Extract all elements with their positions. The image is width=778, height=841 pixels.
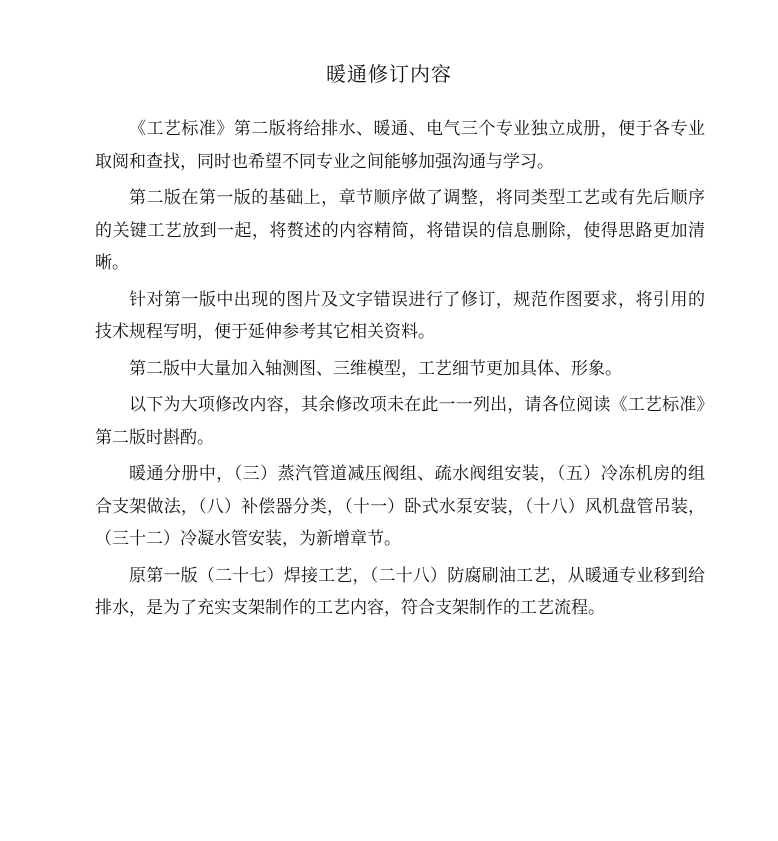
- paragraph-moved-chapters: 原第一版（二十七）焊接工艺，（二十八）防腐刷油工艺，从暖通专业移到给排水，是为了充实支架制作的工艺内容，符合支架制作的工艺流程。: [95, 565, 705, 618]
- document-title: 暖通修订内容: [326, 62, 452, 86]
- paragraph-3d-models: 第二版中大量加入轴测图、三维模型，工艺细节更加具体、形象。: [129, 358, 622, 379]
- paragraph-chapter-order: 第二版在第一版的基础上，章节顺序做了调整，将同类型工艺或有先后顺序的关键工艺放到一起，将赘述的内容精简，将错误的信息删除，使得思路更加清晰。: [95, 188, 705, 273]
- paragraph-corrections: 针对第一版中出现的图片及文字错误进行了修订，规范作图要求，将引用的技术规程写明，便于延伸参考其它相关资料。: [95, 289, 705, 342]
- paragraph-new-chapters: 暖通分册中，（三）蒸汽管道减压阀组、疏水阀组安装，（五）冷冻机房的组合支架做法，（八）补偿器分类，（十一）卧式水泵安装，（十八）风机盘管吊装，（三十二）冷凝水管安装，为新增章节。: [95, 464, 705, 549]
- paragraph-major-changes: 以下为大项修改内容，其余修改项未在此一一列出，请各位阅读《工艺标准》第二版时斟酌。: [95, 395, 705, 448]
- paragraph-intro: 《工艺标准》第二版将给排水、暖通、电气三个专业独立成册，便于各专业取阅和查找，同时也希望不同专业之间能够加强沟通与学习。: [95, 119, 705, 172]
- document-body: [95, 113, 705, 629]
